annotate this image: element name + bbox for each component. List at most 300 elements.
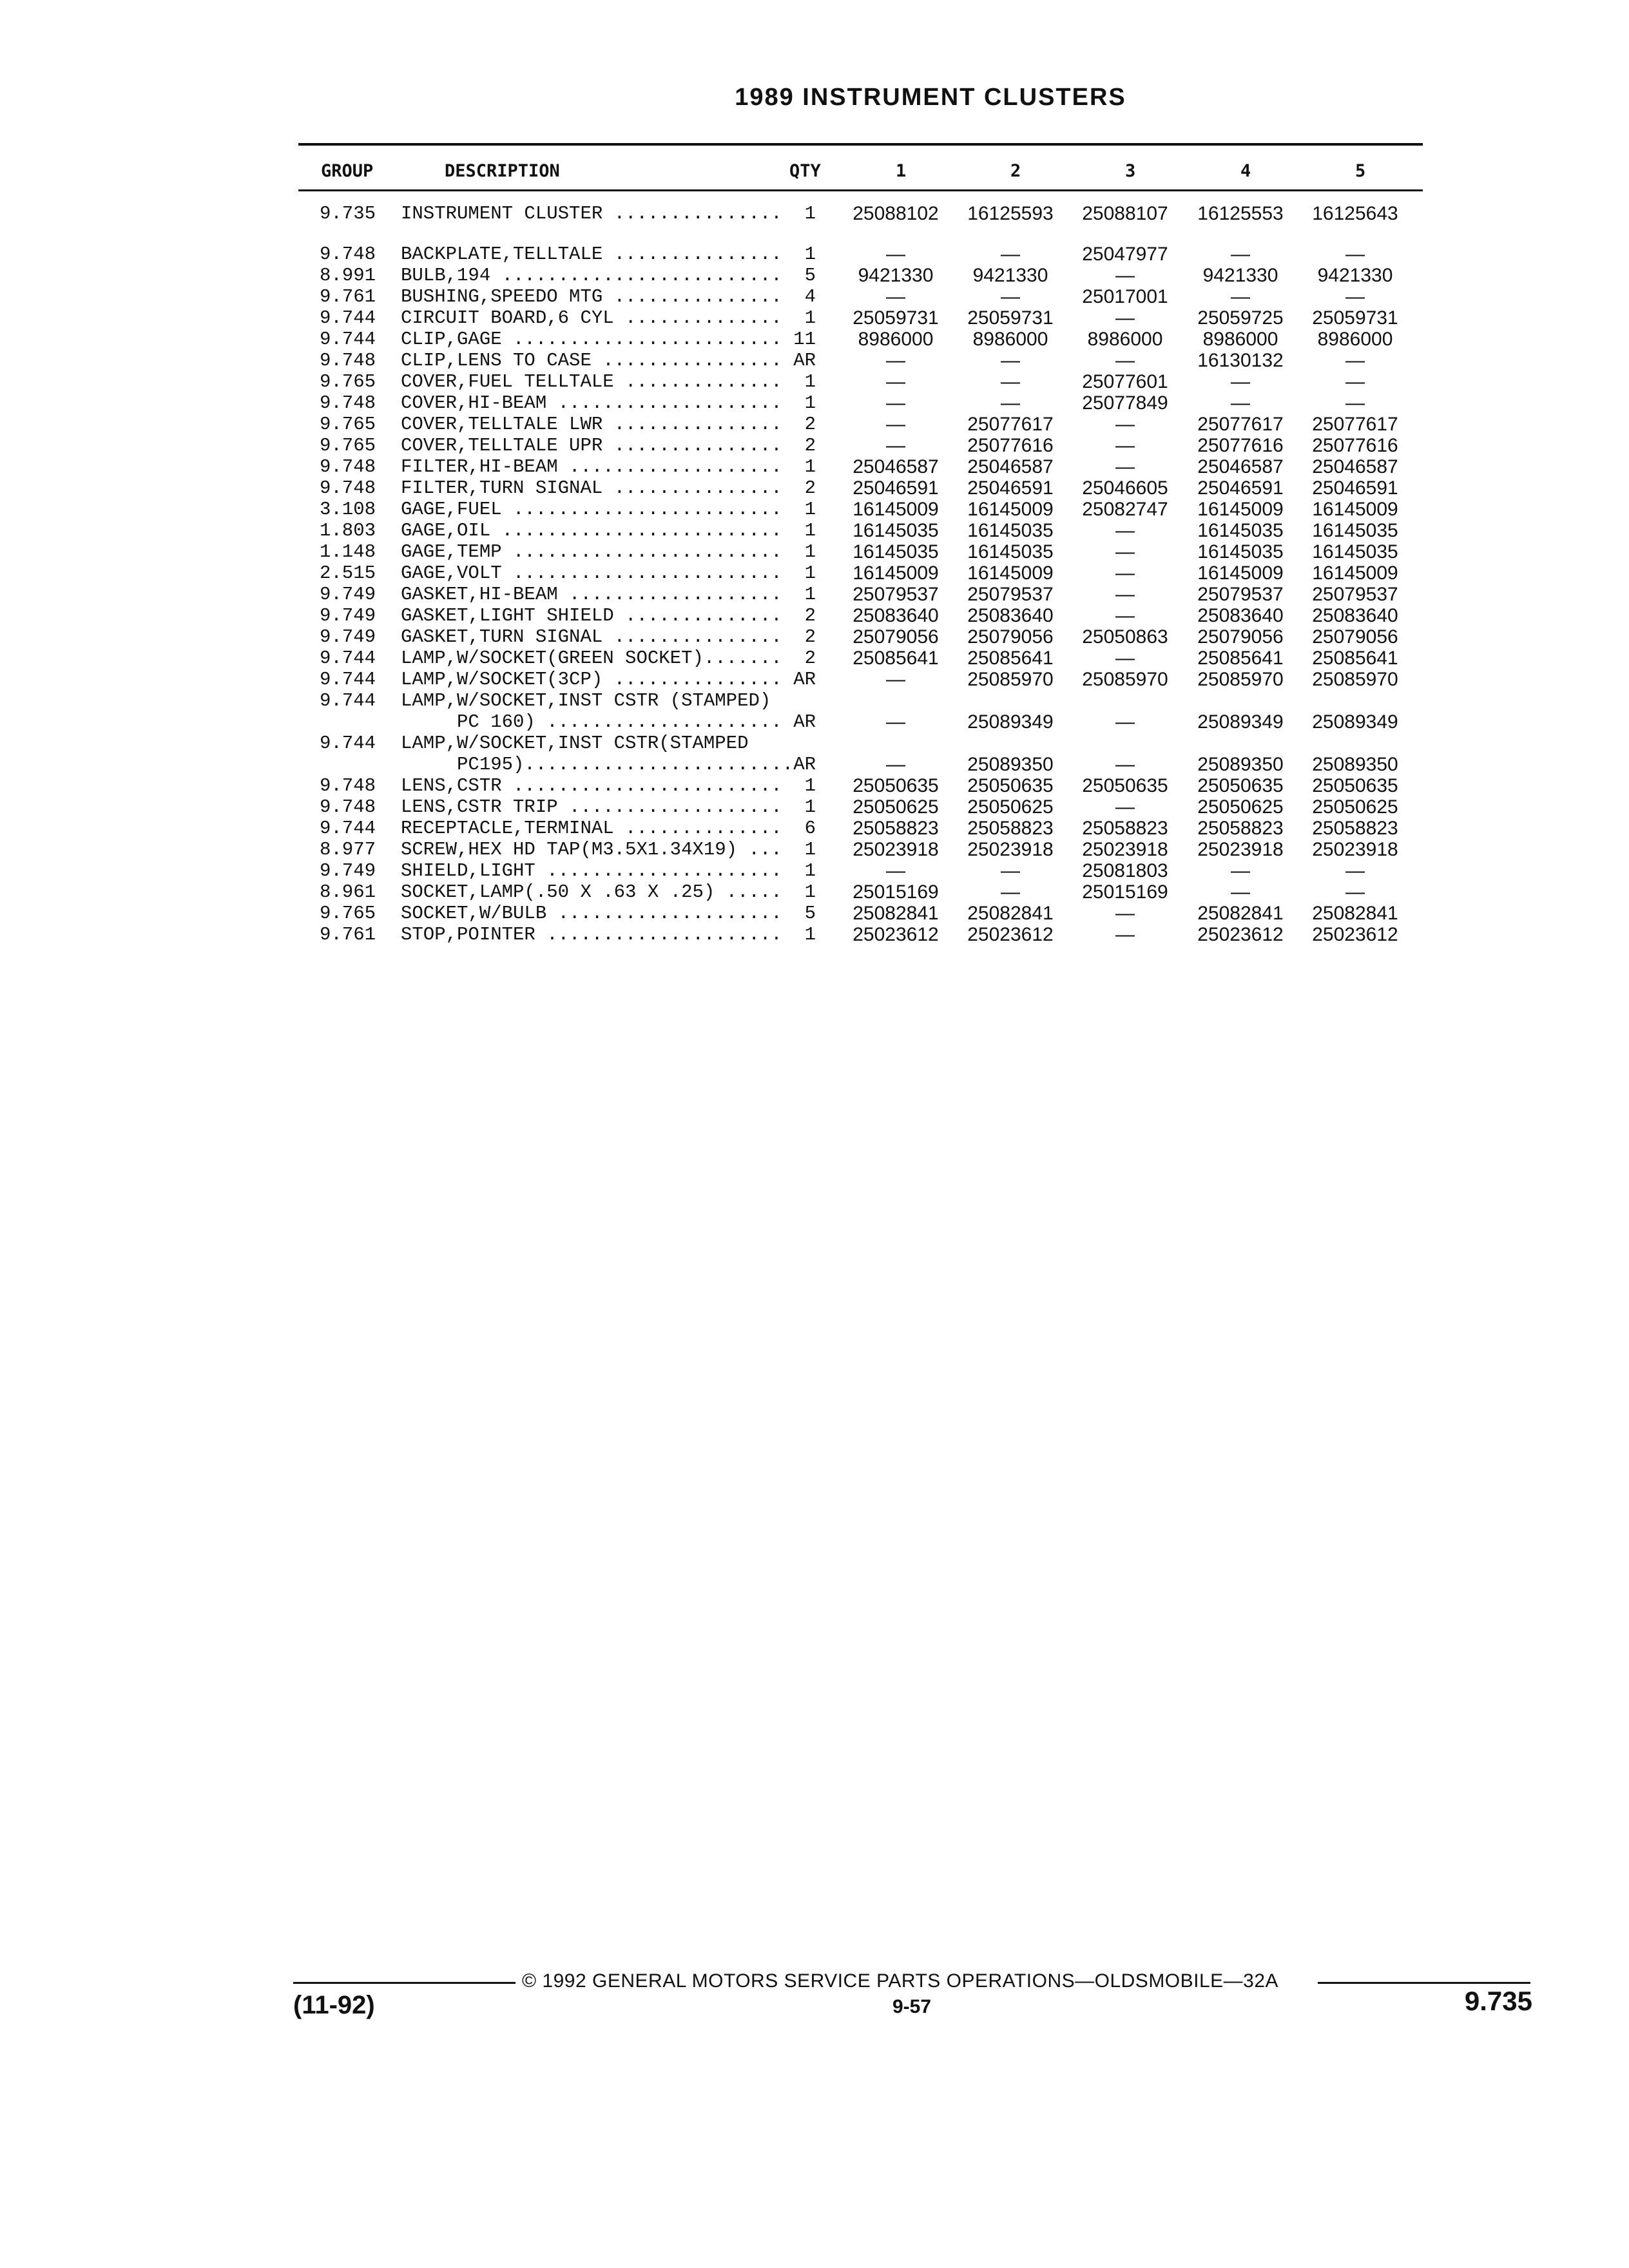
table-row (0, 286, 1629, 307)
row-part-number-col-4: — (1231, 244, 1250, 265)
row-part-number-col-4: 25083640 (1197, 605, 1284, 626)
column-header-3: 3 (1125, 161, 1136, 181)
table-row (0, 669, 1629, 690)
row-part-number-col-4: 16145009 (1197, 499, 1284, 520)
table-row (0, 605, 1629, 626)
table-row (0, 711, 1629, 733)
table-row (0, 648, 1629, 669)
row-group-number: 9.749 (320, 584, 376, 605)
row-part-number-col-3: — (1115, 924, 1135, 945)
row-description: BUSHING,SPEEDO MTG ............... (401, 286, 782, 307)
row-group-number: 9.735 (320, 203, 376, 224)
table-row (0, 456, 1629, 477)
row-qty: 1 (804, 796, 816, 818)
table-row (0, 499, 1629, 520)
row-part-number-col-2: 25089350 (967, 754, 1054, 775)
row-part-number-col-5: 25085970 (1312, 669, 1398, 690)
row-description: RECEPTACLE,TERMINAL .............. (401, 818, 782, 839)
row-description: GAGE,VOLT ........................ (401, 562, 782, 584)
row-part-number-col-2: 9421330 (972, 265, 1048, 286)
row-description: BACKPLATE,TELLTALE ............... (401, 244, 782, 265)
row-part-number-col-4: — (1231, 286, 1250, 307)
row-part-number-col-3: — (1115, 903, 1135, 924)
row-part-number-col-4: 25089350 (1197, 754, 1284, 775)
row-part-number-col-3: 25047977 (1082, 244, 1168, 265)
table-row (0, 839, 1629, 860)
row-qty: 2 (804, 435, 816, 456)
row-part-number-col-3: 25058823 (1082, 818, 1168, 839)
row-part-number-col-2: 25077617 (967, 414, 1054, 435)
table-row (0, 584, 1629, 605)
row-qty: 1 (804, 520, 816, 541)
row-part-number-col-1: — (886, 414, 905, 435)
row-part-number-col-5: 16145035 (1312, 520, 1398, 541)
row-part-number-col-4: 25082841 (1197, 903, 1284, 924)
row-part-number-col-3: — (1115, 562, 1135, 584)
row-part-number-col-5: 25083640 (1312, 605, 1398, 626)
row-part-number-col-3: — (1115, 648, 1135, 669)
row-part-number-col-2: 8986000 (972, 329, 1048, 350)
row-part-number-col-3: 25015169 (1082, 881, 1168, 903)
row-part-number-col-5: 25077616 (1312, 435, 1398, 456)
row-part-number-col-5: 25046587 (1312, 456, 1398, 477)
table-row (0, 244, 1629, 265)
row-description: COVER,TELLTALE LWR ............... (401, 414, 782, 435)
row-part-number-col-3: — (1115, 541, 1135, 562)
page-title: 1989 INSTRUMENT CLUSTERS (735, 84, 1126, 111)
row-description: GAGE,OIL ......................... (401, 520, 782, 541)
row-part-number-col-5: 16125643 (1312, 203, 1398, 224)
table-row (0, 924, 1629, 945)
row-part-number-col-4: 16145035 (1197, 541, 1284, 562)
row-qty: 2 (804, 626, 816, 648)
row-qty: 1 (804, 392, 816, 414)
row-part-number-col-5: 25079537 (1312, 584, 1398, 605)
row-part-number-col-5: — (1345, 881, 1365, 903)
row-part-number-col-1: — (886, 669, 905, 690)
row-qty: 2 (804, 605, 816, 626)
row-qty: 4 (804, 286, 816, 307)
row-part-number-col-2: 16145009 (967, 562, 1054, 584)
row-part-number-col-4: 25050625 (1197, 796, 1284, 818)
row-group-number: 9.748 (320, 392, 376, 414)
row-part-number-col-1: 16145009 (853, 499, 939, 520)
row-group-number: 8.977 (320, 839, 376, 860)
row-description: GASKET,TURN SIGNAL ............... (401, 626, 782, 648)
column-header-4: 4 (1240, 161, 1251, 181)
row-group-number: 8.991 (320, 265, 376, 286)
row-qty: 2 (804, 414, 816, 435)
row-description: LAMP,W/SOCKET,INST CSTR (STAMPED) (401, 690, 771, 711)
table-row (0, 775, 1629, 796)
row-part-number-col-2: 25050625 (967, 796, 1054, 818)
row-part-number-col-5: 25089350 (1312, 754, 1398, 775)
row-qty: 2 (804, 648, 816, 669)
row-description: PC 160) ..................... (401, 711, 782, 733)
row-part-number-col-1: 9421330 (858, 265, 934, 286)
footer-copyright: © 1992 GENERAL MOTORS SERVICE PARTS OPERATIONS—OLDSMOBILE—32A (522, 1970, 1279, 1992)
footer-page-number: 9-57 (892, 1996, 932, 2017)
row-part-number-col-2: 16145035 (967, 520, 1054, 541)
row-part-number-col-1: 25050625 (853, 796, 939, 818)
row-part-number-col-5: 25058823 (1312, 818, 1398, 839)
row-description: PC195)........................ (401, 754, 794, 775)
header-top-rule (298, 143, 1423, 146)
row-part-number-col-1: — (886, 350, 905, 371)
row-part-number-col-3: 25077601 (1082, 371, 1168, 392)
table-row (0, 392, 1629, 414)
row-part-number-col-1: 25083640 (853, 605, 939, 626)
row-part-number-col-4: 16130132 (1197, 350, 1284, 371)
row-part-number-col-5: 25082841 (1312, 903, 1398, 924)
row-part-number-col-5: 25023918 (1312, 839, 1398, 860)
row-part-number-col-3: — (1115, 307, 1135, 329)
row-part-number-col-5: 16145035 (1312, 541, 1398, 562)
row-part-number-col-2: 25083640 (967, 605, 1054, 626)
row-qty: 1 (804, 541, 816, 562)
row-part-number-col-3: 25085970 (1082, 669, 1168, 690)
row-part-number-col-5: 25059731 (1312, 307, 1398, 329)
table-row (0, 307, 1629, 329)
row-qty: 1 (804, 860, 816, 881)
row-description: LENS,CSTR TRIP ................... (401, 796, 782, 818)
row-description: LENS,CSTR ........................ (401, 775, 782, 796)
row-description: FILTER,TURN SIGNAL ............... (401, 477, 782, 499)
row-qty: 1 (804, 881, 816, 903)
row-qty: 1 (804, 839, 816, 860)
row-part-number-col-5: — (1345, 350, 1365, 371)
row-description: LAMP,W/SOCKET(3CP) ............... (401, 669, 782, 690)
row-qty: AR (793, 669, 816, 690)
row-part-number-col-4: 25058823 (1197, 818, 1284, 839)
row-group-number: 9.744 (320, 307, 376, 329)
row-part-number-col-3: 25077849 (1082, 392, 1168, 414)
row-part-number-col-2: 25085970 (967, 669, 1054, 690)
row-group-number: 9.744 (320, 690, 376, 711)
row-part-number-col-4: 25046587 (1197, 456, 1284, 477)
row-part-number-col-3: 25088107 (1082, 203, 1168, 224)
row-qty: 2 (804, 477, 816, 499)
row-part-number-col-3: 8986000 (1087, 329, 1163, 350)
row-part-number-col-2: 25077616 (967, 435, 1054, 456)
row-part-number-col-4: 9421330 (1202, 265, 1278, 286)
row-description: SCREW,HEX HD TAP(M3.5X1.34X19) ... (401, 839, 782, 860)
row-group-number: 9.749 (320, 860, 376, 881)
row-part-number-col-2: 16125593 (967, 203, 1054, 224)
column-header-5: 5 (1355, 161, 1366, 181)
row-part-number-col-2: 16145009 (967, 499, 1054, 520)
row-group-number: 9.765 (320, 435, 376, 456)
row-part-number-col-1: — (886, 371, 905, 392)
row-part-number-col-4: 25079537 (1197, 584, 1284, 605)
row-part-number-col-1: 25050635 (853, 775, 939, 796)
row-part-number-col-5: 25046591 (1312, 477, 1398, 499)
row-description: COVER,FUEL TELLTALE .............. (401, 371, 782, 392)
header-bottom-rule (298, 189, 1423, 191)
row-description: GASKET,LIGHT SHIELD .............. (401, 605, 782, 626)
row-part-number-col-4: 25079056 (1197, 626, 1284, 648)
row-part-number-col-3: — (1115, 796, 1135, 818)
row-qty: 1 (804, 456, 816, 477)
row-qty: 1 (804, 775, 816, 796)
row-description: COVER,HI-BEAM .................... (401, 392, 782, 414)
row-group-number: 9.744 (320, 733, 376, 754)
row-part-number-col-1: — (886, 244, 905, 265)
column-header-qty: QTY (789, 161, 821, 181)
row-part-number-col-1: 16145035 (853, 520, 939, 541)
row-part-number-col-5: 25085641 (1312, 648, 1398, 669)
row-part-number-col-2: 25059731 (967, 307, 1054, 329)
table-row (0, 265, 1629, 286)
row-group-number: 2.515 (320, 562, 376, 584)
row-part-number-col-1: 25079056 (853, 626, 939, 648)
row-part-number-col-3: — (1115, 520, 1135, 541)
row-description: LAMP,W/SOCKET(GREEN SOCKET)....... (401, 648, 782, 669)
row-part-number-col-4: 8986000 (1202, 329, 1278, 350)
row-part-number-col-1: 25059731 (853, 307, 939, 329)
row-description: LAMP,W/SOCKET,INST CSTR(STAMPED (401, 733, 749, 754)
row-part-number-col-1: 8986000 (858, 329, 934, 350)
row-qty: AR (793, 350, 816, 371)
row-qty: 1 (804, 203, 816, 224)
table-row (0, 541, 1629, 562)
table-row (0, 690, 1629, 711)
table-row (0, 562, 1629, 584)
row-description: GASKET,HI-BEAM ................... (401, 584, 782, 605)
row-part-number-col-1: — (886, 435, 905, 456)
row-part-number-col-3: — (1115, 414, 1135, 435)
row-part-number-col-2: — (1001, 286, 1020, 307)
row-qty: AR (793, 711, 816, 733)
row-group-number: 9.748 (320, 477, 376, 499)
row-qty: 5 (804, 903, 816, 924)
row-part-number-col-1: — (886, 392, 905, 414)
row-part-number-col-5: — (1345, 392, 1365, 414)
row-part-number-col-2: — (1001, 860, 1020, 881)
row-qty: 5 (804, 265, 816, 286)
row-part-number-col-3: 25046605 (1082, 477, 1168, 499)
row-qty: 1 (804, 244, 816, 265)
row-group-number: 8.961 (320, 881, 376, 903)
footer-rule-right (1318, 1982, 1530, 1984)
row-part-number-col-3: 25017001 (1082, 286, 1168, 307)
row-part-number-col-4: 25085970 (1197, 669, 1284, 690)
row-part-number-col-5: 25089349 (1312, 711, 1398, 733)
row-part-number-col-5: 25077617 (1312, 414, 1398, 435)
row-group-number: 9.744 (320, 329, 376, 350)
row-part-number-col-5: 16145009 (1312, 562, 1398, 584)
row-group-number: 9.761 (320, 286, 376, 307)
table-row (0, 520, 1629, 541)
table-row (0, 350, 1629, 371)
table-row (0, 203, 1629, 224)
row-part-number-col-3: 25050635 (1082, 775, 1168, 796)
row-part-number-col-1: 25079537 (853, 584, 939, 605)
row-group-number: 9.761 (320, 924, 376, 945)
row-group-number: 9.744 (320, 818, 376, 839)
row-part-number-col-3: — (1115, 265, 1135, 286)
row-part-number-col-1: — (886, 754, 905, 775)
row-part-number-col-2: 25085641 (967, 648, 1054, 669)
row-part-number-col-1: — (886, 286, 905, 307)
row-part-number-col-2: 25079537 (967, 584, 1054, 605)
table-row (0, 754, 1629, 775)
row-part-number-col-2: 25089349 (967, 711, 1054, 733)
footer-section-number: 9.735 (1464, 1986, 1532, 2016)
row-part-number-col-2: 25023612 (967, 924, 1054, 945)
table-row (0, 414, 1629, 435)
row-part-number-col-2: — (1001, 392, 1020, 414)
row-part-number-col-3: — (1115, 456, 1135, 477)
row-part-number-col-1: 25082841 (853, 903, 939, 924)
footer-rule-left (293, 1982, 516, 1984)
row-part-number-col-2: — (1001, 881, 1020, 903)
row-part-number-col-5: — (1345, 860, 1365, 881)
table-row (0, 435, 1629, 456)
table-row (0, 733, 1629, 754)
row-qty: 1 (804, 584, 816, 605)
table-row (0, 903, 1629, 924)
row-part-number-col-3: — (1115, 711, 1135, 733)
row-part-number-col-4: 16145035 (1197, 520, 1284, 541)
row-part-number-col-3: — (1115, 350, 1135, 371)
row-part-number-col-1: 16145009 (853, 562, 939, 584)
row-description: GAGE,FUEL ........................ (401, 499, 782, 520)
row-qty: 1 (804, 371, 816, 392)
row-group-number: 9.749 (320, 605, 376, 626)
footer-date: (11-92) (293, 1991, 375, 2019)
row-part-number-col-4: — (1231, 860, 1250, 881)
row-part-number-col-5: 25079056 (1312, 626, 1398, 648)
table-row (0, 796, 1629, 818)
table-row (0, 818, 1629, 839)
row-description: BULB,194 ......................... (401, 265, 782, 286)
row-part-number-col-4: 25077617 (1197, 414, 1284, 435)
row-description: COVER,TELLTALE UPR ............... (401, 435, 782, 456)
row-part-number-col-4: 25050635 (1197, 775, 1284, 796)
row-part-number-col-3: — (1115, 584, 1135, 605)
row-group-number: 3.108 (320, 499, 376, 520)
row-part-number-col-2: 16145035 (967, 541, 1054, 562)
row-group-number: 1.148 (320, 541, 376, 562)
row-group-number: 9.748 (320, 350, 376, 371)
row-description: SOCKET,LAMP(.50 X .63 X .25) ..... (401, 881, 782, 903)
row-part-number-col-2: — (1001, 371, 1020, 392)
row-part-number-col-3: 25023918 (1082, 839, 1168, 860)
row-part-number-col-4: — (1231, 881, 1250, 903)
row-part-number-col-3: — (1115, 605, 1135, 626)
row-qty: AR (793, 754, 816, 775)
row-part-number-col-3: — (1115, 435, 1135, 456)
row-part-number-col-4: 16125553 (1197, 203, 1284, 224)
row-part-number-col-2: — (1001, 350, 1020, 371)
row-description: CIRCUIT BOARD,6 CYL .............. (401, 307, 782, 329)
row-part-number-col-4: 25089349 (1197, 711, 1284, 733)
row-group-number: 9.744 (320, 669, 376, 690)
row-part-number-col-2: — (1001, 244, 1020, 265)
row-part-number-col-4: 25077616 (1197, 435, 1284, 456)
row-part-number-col-5: — (1345, 371, 1365, 392)
row-part-number-col-2: 25050635 (967, 775, 1054, 796)
row-qty: 11 (793, 329, 816, 350)
row-group-number: 9.748 (320, 244, 376, 265)
row-part-number-col-5: 9421330 (1317, 265, 1393, 286)
row-qty: 1 (804, 924, 816, 945)
row-part-number-col-4: 25059725 (1197, 307, 1284, 329)
row-part-number-col-5: 8986000 (1317, 329, 1393, 350)
row-part-number-col-1: — (886, 860, 905, 881)
row-part-number-col-5: — (1345, 244, 1365, 265)
row-qty: 1 (804, 307, 816, 329)
table-row (0, 881, 1629, 903)
row-part-number-col-2: 25046591 (967, 477, 1054, 499)
table-row (0, 329, 1629, 350)
row-part-number-col-5: — (1345, 286, 1365, 307)
row-part-number-col-1: 25023918 (853, 839, 939, 860)
row-group-number: 9.765 (320, 414, 376, 435)
table-row (0, 477, 1629, 499)
row-part-number-col-3: 25050863 (1082, 626, 1168, 648)
row-part-number-col-1: 16145035 (853, 541, 939, 562)
row-qty: 1 (804, 499, 816, 520)
row-part-number-col-4: 25046591 (1197, 477, 1284, 499)
row-part-number-col-4: 25023612 (1197, 924, 1284, 945)
row-description: INSTRUMENT CLUSTER ............... (401, 203, 782, 224)
row-part-number-col-1: 25046587 (853, 456, 939, 477)
row-part-number-col-4: — (1231, 392, 1250, 414)
row-part-number-col-3: 25081803 (1082, 860, 1168, 881)
row-group-number: 9.749 (320, 626, 376, 648)
row-part-number-col-1: — (886, 711, 905, 733)
row-part-number-col-1: 25085641 (853, 648, 939, 669)
column-header-group: GROUP (321, 161, 374, 181)
row-part-number-col-2: 25079056 (967, 626, 1054, 648)
row-part-number-col-5: 25050625 (1312, 796, 1398, 818)
row-part-number-col-4: — (1231, 371, 1250, 392)
row-description: CLIP,LENS TO CASE ................ (401, 350, 782, 371)
row-part-number-col-1: 25046591 (853, 477, 939, 499)
row-description: SOCKET,W/BULB .................... (401, 903, 782, 924)
row-part-number-col-3: 25082747 (1082, 499, 1168, 520)
row-part-number-col-4: 25023918 (1197, 839, 1284, 860)
row-description: SHIELD,LIGHT ..................... (401, 860, 782, 881)
row-part-number-col-2: 25082841 (967, 903, 1054, 924)
row-group-number: 9.748 (320, 775, 376, 796)
row-part-number-col-1: 25058823 (853, 818, 939, 839)
row-part-number-col-1: 25088102 (853, 203, 939, 224)
row-group-number: 9.748 (320, 796, 376, 818)
row-part-number-col-2: 25046587 (967, 456, 1054, 477)
row-part-number-col-5: 25050635 (1312, 775, 1398, 796)
row-part-number-col-1: 25023612 (853, 924, 939, 945)
row-group-number: 9.765 (320, 371, 376, 392)
row-part-number-col-1: 25015169 (853, 881, 939, 903)
row-part-number-col-2: 25058823 (967, 818, 1054, 839)
row-part-number-col-5: 25023612 (1312, 924, 1398, 945)
row-qty: 6 (804, 818, 816, 839)
row-description: CLIP,GAGE ........................ (401, 329, 782, 350)
table-row (0, 371, 1629, 392)
row-part-number-col-2: 25023918 (967, 839, 1054, 860)
row-group-number: 9.748 (320, 456, 376, 477)
row-description: FILTER,HI-BEAM ................... (401, 456, 782, 477)
row-part-number-col-5: 16145009 (1312, 499, 1398, 520)
table-row (0, 860, 1629, 881)
row-part-number-col-4: 16145009 (1197, 562, 1284, 584)
row-group-number: 9.765 (320, 903, 376, 924)
row-description: STOP,POINTER ..................... (401, 924, 782, 945)
column-header-description: DESCRIPTION (445, 161, 560, 181)
